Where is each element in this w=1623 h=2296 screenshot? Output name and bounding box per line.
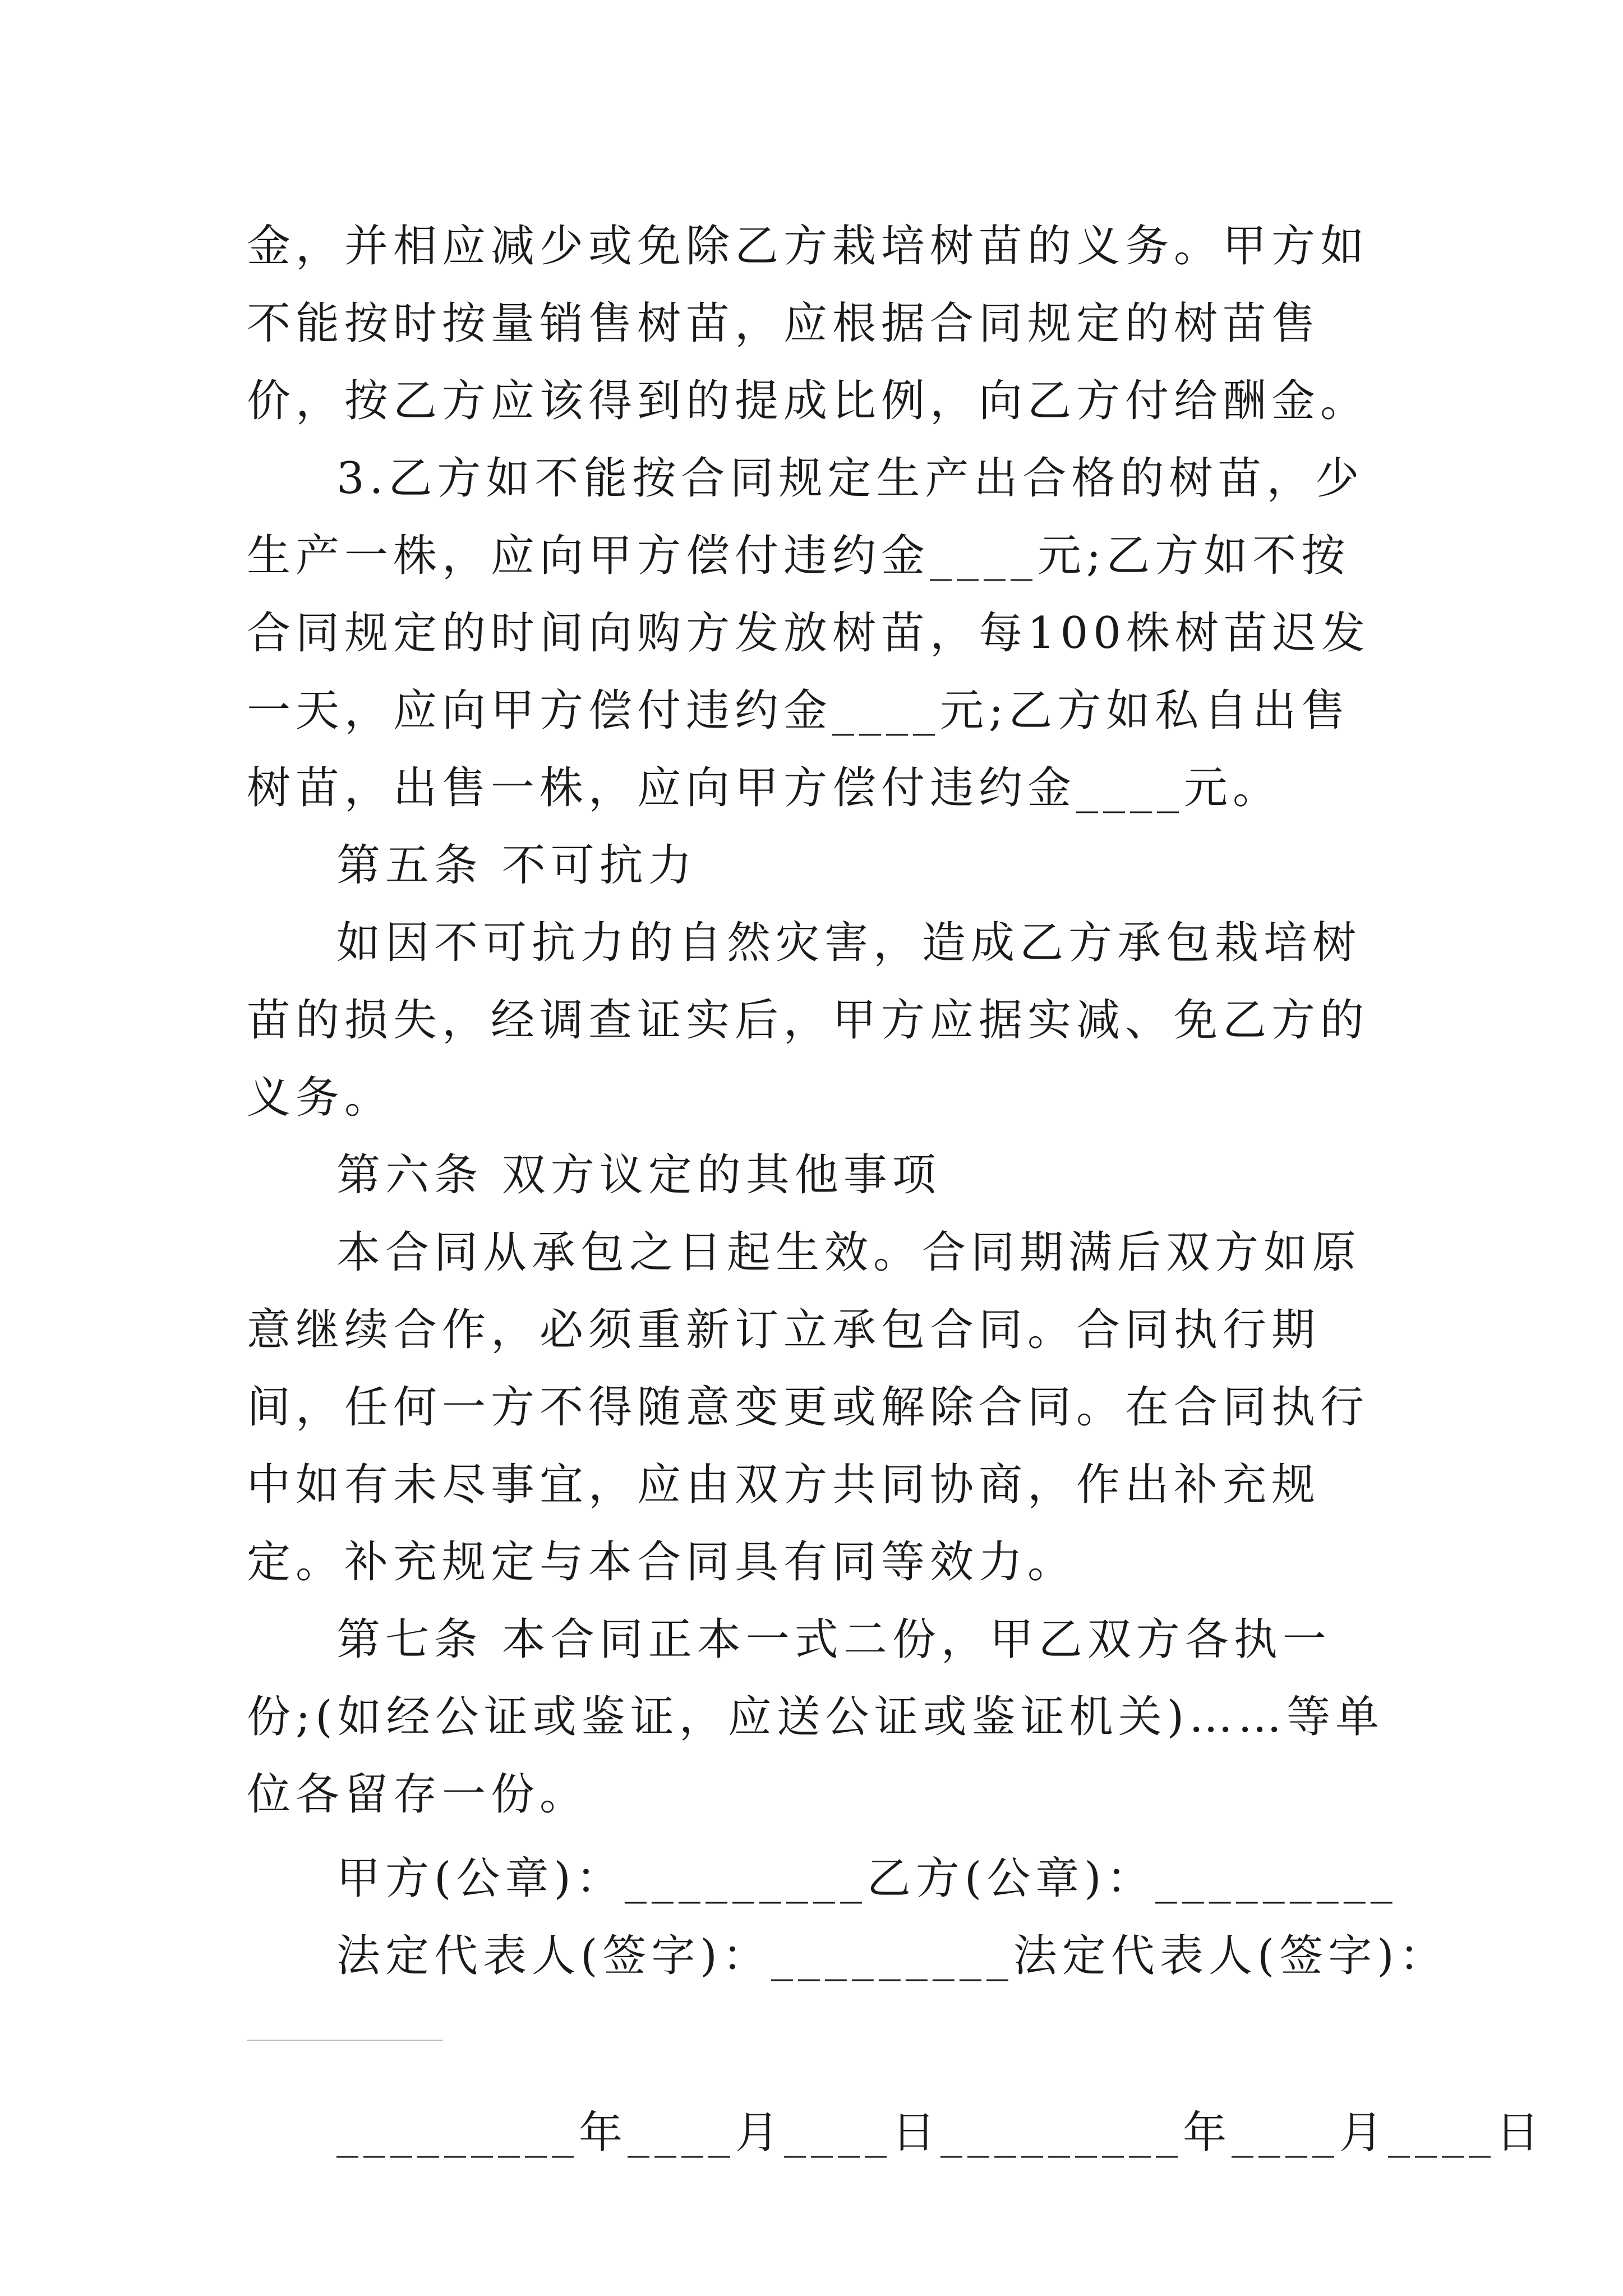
date-line: _________年____月____日_________年____月____日 — [336, 2108, 1545, 2158]
heading-article-6: 第六条 双方议定的其他事项 — [336, 1150, 941, 1200]
heading-article-5: 第五条 不可抗力 — [336, 840, 697, 891]
paragraph-other-matters: 本合同从承包之日起生效。合同期满后双方如原意继续合作，必须重新订立承包合同。合同执行期间，任何一方不得随意变更或解除合同。在合同执行中如有未尽事宜，应由双方共同协商，作出补充规定。补充规定与本合同具有同等效力。 — [247, 1227, 1370, 1588]
seal-line: 甲方(公章)：_________乙方(公章)：_________ — [336, 1853, 1398, 1904]
paragraph-force-majeure: 如因不可抗力的自然灾害，造成乙方承包栽培树苗的损失，经调查证实后，甲方应据实减、免乙方的义务。 — [247, 918, 1370, 1123]
paragraph-article-7: 第七条 本合同正本一式二份，甲乙双方各执一份;(如经公证或鉴证，应送公证或鉴证机关)……等单位各留存一份。 — [247, 1614, 1385, 1820]
representative-line: 法定代表人(签字)：_________法定代表人(签字)： — [336, 1931, 1448, 1981]
paragraph-clause-3: 3.乙方如不能按合同规定生产出合格的树苗，少生产一株，应向甲方偿付违约金____元;乙方如不按合同规定的时间向购方发放树苗，每100株树苗迟发一天，应向甲方偿付违约金____元;乙方如私自出售树苗，出售一株，应向甲方偿付违约金____元。 — [247, 453, 1370, 813]
document-body — [247, 208, 1545, 2171]
paragraph-continuation: 金，并相应减少或免除乙方栽培树苗的义务。甲方如不能按时按量销售树苗，应根据合同规定的树苗售价，按乙方应该得到的提成比例，向乙方付给酬金。 — [247, 221, 1370, 426]
signature-underline — [247, 2040, 443, 2041]
spacer — [247, 1833, 1391, 1840]
